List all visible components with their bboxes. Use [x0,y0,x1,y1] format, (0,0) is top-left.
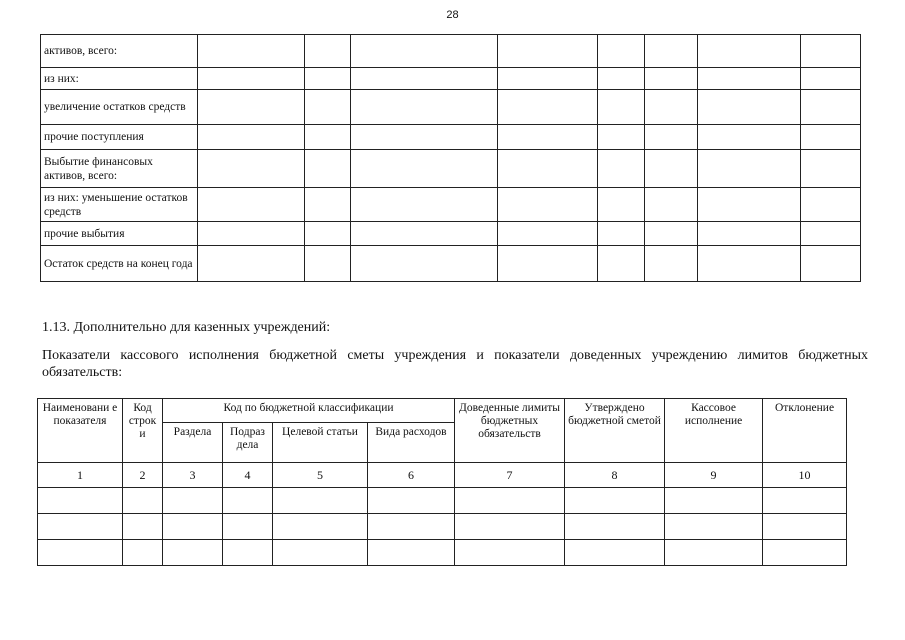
column-number: 3 [163,463,223,488]
header-name: Наименовани е показателя [38,399,123,463]
table-row [41,68,861,90]
header-limits: Доведенные лимиты бюджетных обязательств [455,399,565,463]
header-code: Код строк и [123,399,163,463]
table-row [41,90,861,125]
page-number: 28 [446,9,459,21]
header-expense-type: Вида расходов [368,423,455,463]
paragraph: Показатели кассового исполнения бюджетной сметы учреждения и показатели доведенных учреждению лимитов бюджетных обязательств: [42,348,868,380]
row-label: Остаток средств на конец года [41,246,198,282]
header-target: Целевой статьи [273,423,368,463]
row-label: активов, всего: [41,35,198,68]
row-label: из них: уменьшение остатков средств [41,188,198,222]
column-number-row [38,463,847,488]
header-section: Раздела [163,423,223,463]
budget-execution-table [37,398,847,566]
table-row [41,35,861,68]
column-number: 9 [665,463,763,488]
row-label: увеличение остатков средств [41,90,198,125]
header-classification: Код по бюджетной классификации [163,399,455,423]
table-row [41,188,861,222]
column-number: 4 [223,463,273,488]
section-heading: 1.13. Дополнительно для казенных учреждений: [42,320,331,335]
table-row [38,488,847,514]
column-number: 7 [455,463,565,488]
table-row [41,125,861,150]
financial-assets-table [40,34,861,282]
table-row [38,514,847,540]
table-row [41,246,861,282]
table-row [38,540,847,566]
column-number: 2 [123,463,163,488]
column-number: 6 [368,463,455,488]
column-number: 5 [273,463,368,488]
row-label: Выбытие финансовых активов, всего: [41,150,198,188]
row-label: прочие выбытия [41,222,198,246]
header-subsection: Подраз дела [223,423,273,463]
table-row [41,150,861,188]
column-number: 8 [565,463,665,488]
column-number: 10 [763,463,847,488]
header-approved: Утверждено бюджетной сметой [565,399,665,463]
row-label: из них: [41,68,198,90]
column-number: 1 [38,463,123,488]
header-cash: Кассовое исполнение [665,399,763,463]
header-deviation: Отклонение [763,399,847,463]
table-row [41,222,861,246]
row-label: прочие поступления [41,125,198,150]
